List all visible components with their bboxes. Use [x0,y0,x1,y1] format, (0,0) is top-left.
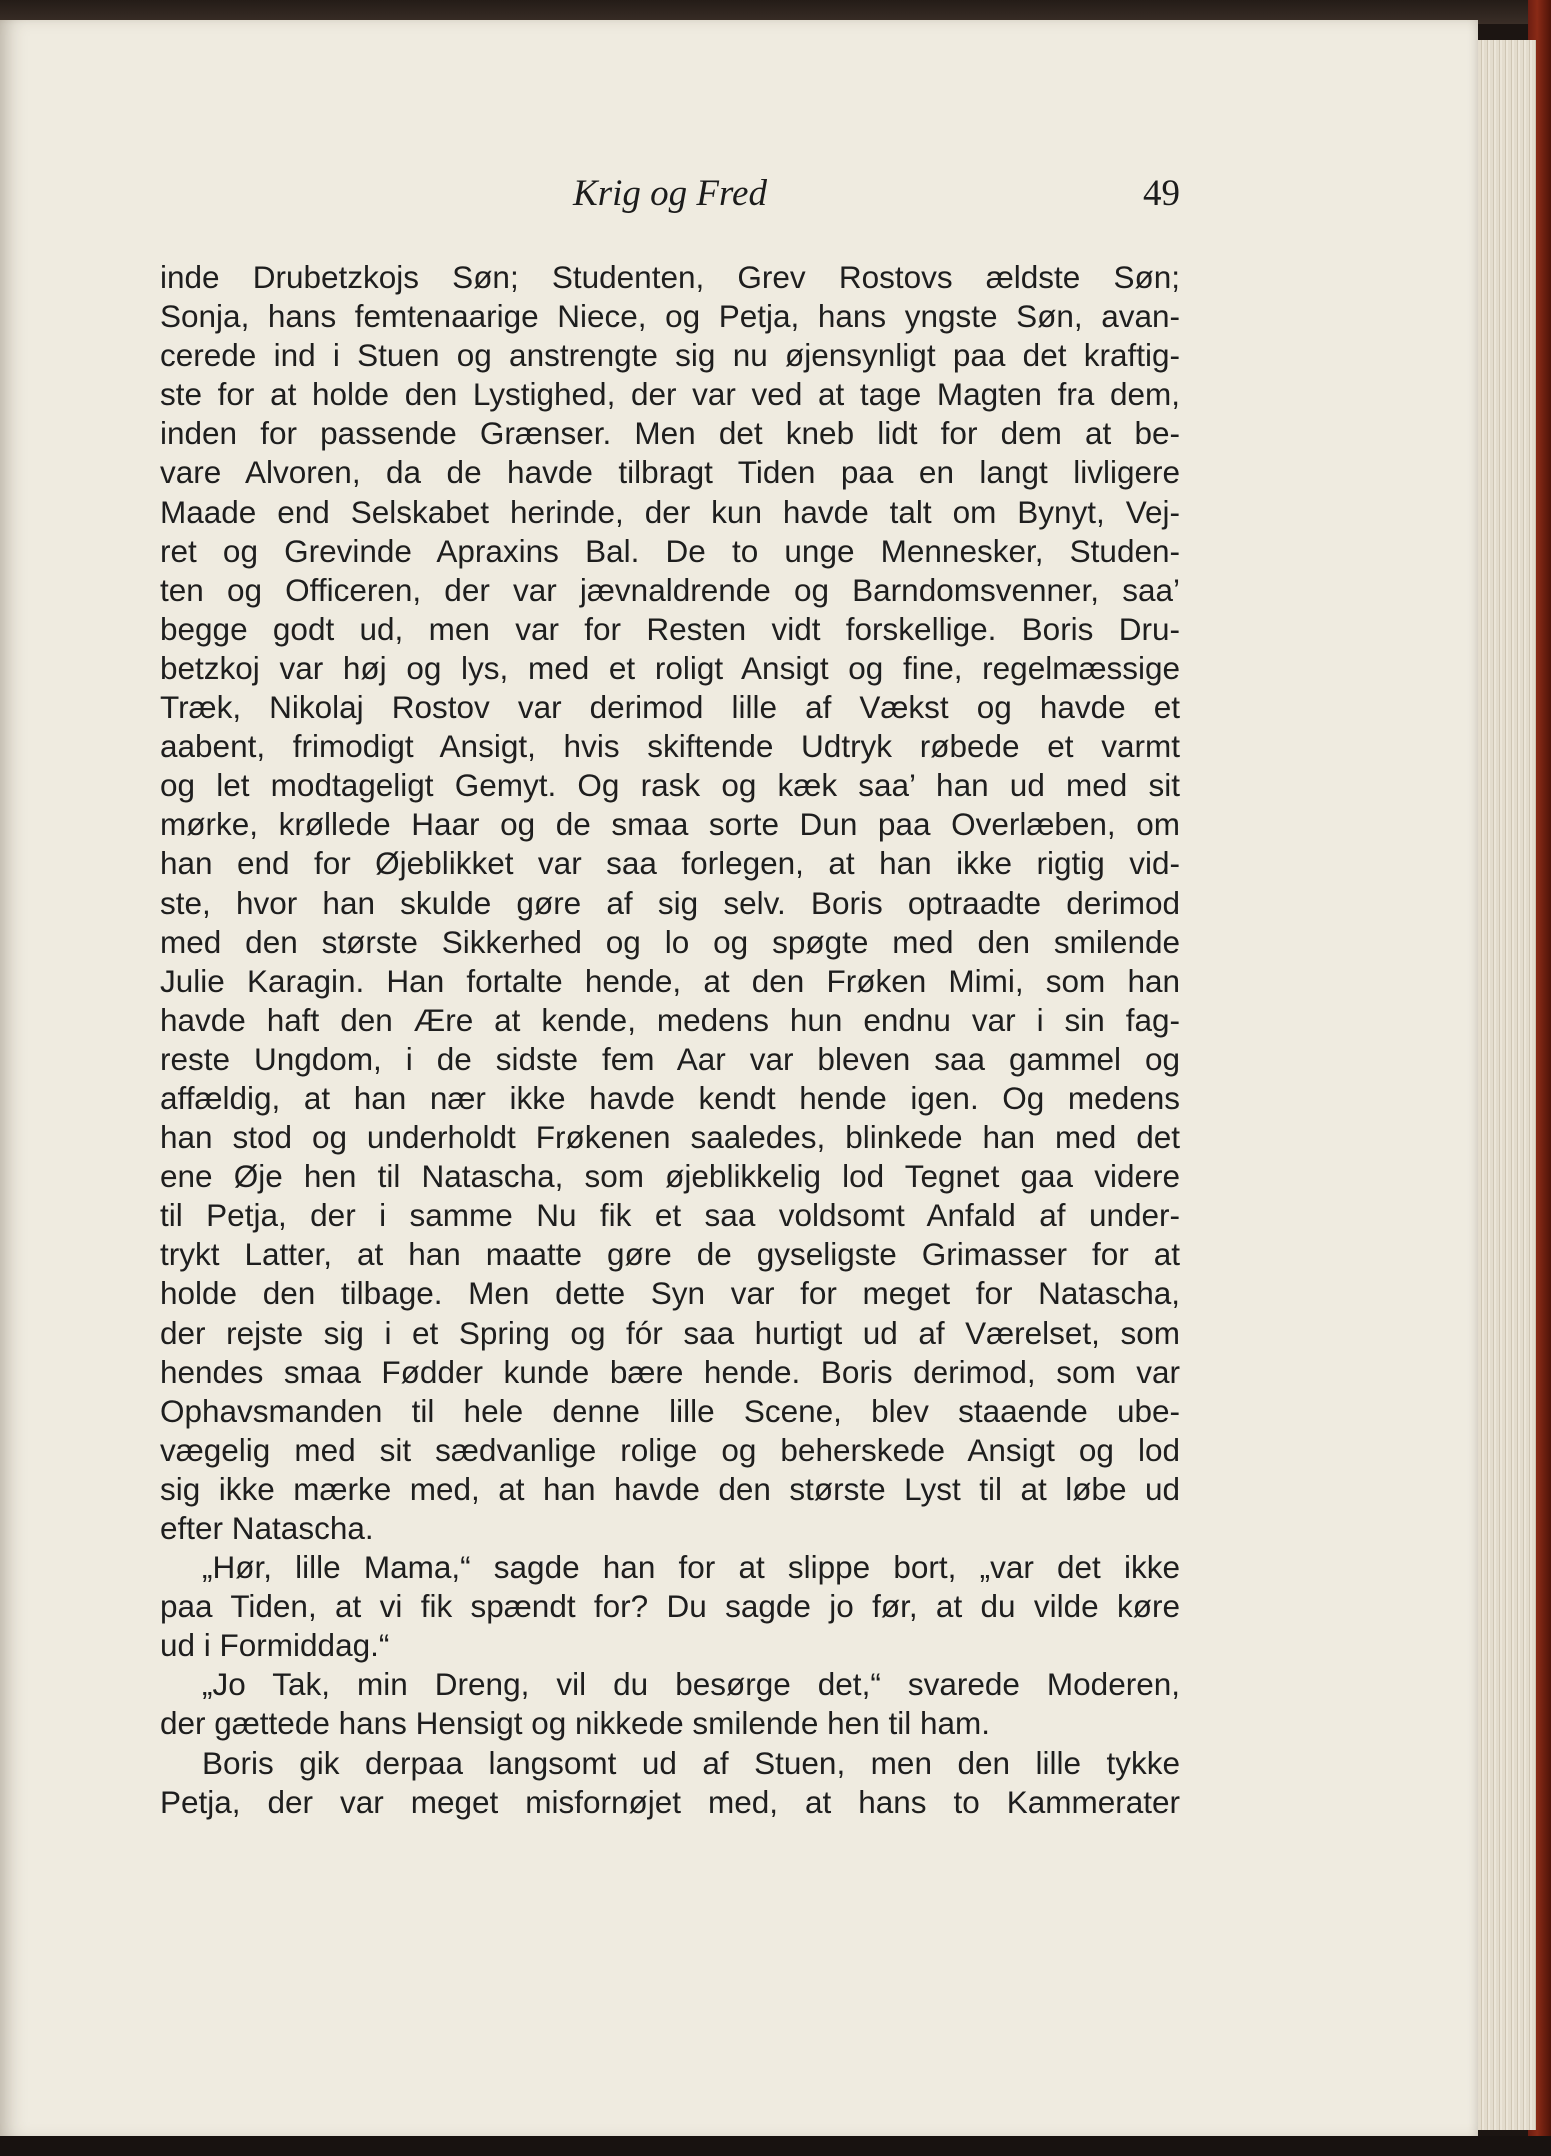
text-line: Træk, Nikolaj Rostov var derimod lille af Vækst og havde et [160,689,1180,726]
text-line: mørke, krøllede Haar og de smaa sorte Dun paa Overlæben, om [160,806,1180,843]
text-line: reste Ungdom, i de sidste fem Aar var bleven saa gammel og [160,1040,1180,1077]
text-line: inden for passende Grænser. Men det kneb lidt for dem at be- [160,415,1180,452]
text-line: ene Øje hen til Natascha, som øjeblikkelig lod Tegnet gaa videre [160,1158,1180,1195]
text-line: vægelig med sit sædvanlige rolige og beherskede Ansigt og lod [160,1431,1180,1468]
running-title: Krig og Fred [573,173,767,214]
bottom-scan-border [0,2136,1551,2156]
text-line: Boris gik derpaa langsomt ud af Stuen, men den lille tykke [202,1744,1180,1781]
text-line: Julie Karagin. Han fortalte hende, at den Frøken Mimi, som han [160,962,1180,999]
text-line: ret og Grevinde Apraxins Bal. De to unge Mennesker, Studen- [160,532,1180,569]
text-line: og let modtageligt Gemyt. Og rask og kæk saa’ han ud med sit [160,767,1180,804]
text-line: Ophavsmanden til hele denne lille Scene, blev staaende ube- [160,1392,1180,1429]
text-line: ste, hvor han skulde gøre af sig selv. Boris optraadte derimod [160,884,1180,921]
text-line: Petja, der var meget misfornøjet med, at hans to Kammerater [160,1783,1180,1820]
text-line: havde haft den Ære at kende, medens hun endnu var i sin fag- [160,1001,1180,1038]
text-line: Sonja, hans femtenaarige Niece, og Petja, hans yngste Søn, avan- [160,298,1180,335]
text-line: betzkoj var høj og lys, med et roligt Ansigt og fine, regelmæssige [160,649,1180,686]
text-line: affældig, at han nær ikke havde kendt hende igen. Og medens [160,1079,1180,1116]
text-line: efter Natascha. [160,1510,374,1546]
text-line: „Jo Tak, min Dreng, vil du besørge det,“ svarede Moderen, [202,1666,1180,1703]
text-line: der gættede hans Hensigt og nikkede smilende hen til ham. [160,1705,990,1742]
text-line: holde den tilbage. Men dette Syn var for meget for Natascha, [160,1275,1180,1312]
text-line: Maade end Selskabet herinde, der kun havde talt om Bynyt, Vej- [160,493,1180,530]
text-line: sig ikke mærke med, at han havde den største Lyst til at løbe ud [160,1470,1180,1507]
text-line: der rejste sig i et Spring og fór saa hurtigt ud af Værelset, som [160,1314,1180,1351]
text-line: cerede ind i Stuen og anstrengte sig nu øjensynligt paa det kraftig- [160,337,1180,374]
body-text [160,258,1180,1822]
text-line: med den største Sikkerhed og lo og spøgte med den smilende [160,923,1180,960]
text-line: begge godt ud, men var for Resten vidt forskellige. Boris Dru- [160,610,1180,647]
text-line: til Petja, der i samme Nu fik et saa voldsomt Anfald af under- [160,1197,1180,1234]
text-line: ud i Formiddag.“ [160,1627,390,1664]
text-line: aabent, frimodigt Ansigt, hvis skiftende Udtryk røbede et varmt [160,728,1180,765]
text-line: hendes smaa Fødder kunde bære hende. Boris derimod, som var [160,1353,1180,1390]
text-line: han stod og underholdt Frøkenen saaledes, blinkede han med det [160,1119,1180,1156]
text-line: ste for at holde den Lystighed, der var ved at tage Magten fra dem, [160,376,1180,413]
text-line: vare Alvoren, da de havde tilbragt Tiden paa en langt livligere [160,454,1180,491]
text-line: inde Drubetzkojs Søn; Studenten, Grev Rostovs ældste Søn; [160,259,1180,295]
text-line: paa Tiden, at vi fik spændt for? Du sagde jo før, at du vilde køre [160,1588,1180,1625]
text-line: trykt Latter, at han maatte gøre de gyseligste Grimasser for at [160,1236,1180,1273]
text-line: „Hør, lille Mama,“ sagde han for at slippe bort, „var det ikke [202,1549,1180,1586]
text-line: ten og Officeren, der var jævnaldrende og Barndomsvenner, saa’ [160,571,1180,608]
page-header [160,172,1180,224]
page-edges [1478,40,1536,2130]
page-number: 49 [1143,173,1180,214]
text-line: han end for Øjeblikket var saa forlegen, at han ikke rigtig vid- [160,845,1180,882]
